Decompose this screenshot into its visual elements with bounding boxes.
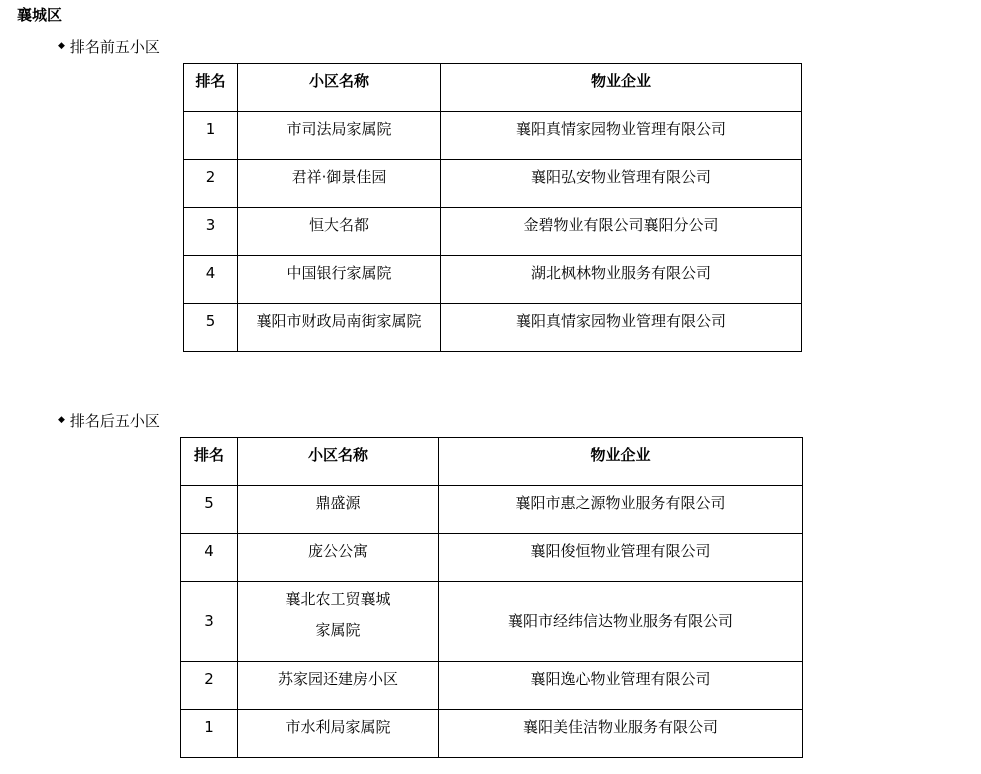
table-header-row xyxy=(181,438,803,486)
bottom-five-table xyxy=(180,437,803,758)
rank-cell: 4 xyxy=(184,256,238,304)
community-name-cell: 君祥·御景佳园 xyxy=(238,160,441,208)
table-header-row xyxy=(184,64,802,112)
company-cell: 襄阳俊恒物业管理有限公司 xyxy=(439,534,803,582)
table-row xyxy=(181,582,803,662)
table-row xyxy=(184,304,802,352)
community-name-cell: 中国银行家属院 xyxy=(238,256,441,304)
table-row xyxy=(181,534,803,582)
header-property-company: 物业企业 xyxy=(439,438,803,486)
diamond-bullet-icon: ◆ xyxy=(58,40,65,51)
rank-cell: 5 xyxy=(184,304,238,352)
rank-cell: 5 xyxy=(181,486,238,534)
bottom-section-label-text: 排名后五小区 xyxy=(69,412,160,430)
header-rank: 排名 xyxy=(181,438,238,486)
company-cell: 襄阳真情家园物业管理有限公司 xyxy=(441,304,802,352)
company-cell: 襄阳真情家园物业管理有限公司 xyxy=(441,112,802,160)
community-name-cell: 襄阳市财政局南街家属院 xyxy=(238,304,441,352)
diamond-bullet-icon: ◆ xyxy=(58,414,65,425)
company-cell: 湖北枫林物业服务有限公司 xyxy=(441,256,802,304)
community-name-cell: 市司法局家属院 xyxy=(238,112,441,160)
top-five-table xyxy=(183,63,802,352)
rank-cell: 1 xyxy=(181,710,238,758)
table-row xyxy=(184,256,802,304)
header-rank: 排名 xyxy=(184,64,238,112)
rank-cell: 2 xyxy=(184,160,238,208)
top-section-label xyxy=(58,37,160,58)
company-cell: 金碧物业有限公司襄阳分公司 xyxy=(441,208,802,256)
top-section-label-text: 排名前五小区 xyxy=(69,38,160,56)
company-cell: 襄阳市惠之源物业服务有限公司 xyxy=(439,486,803,534)
community-name-line-2: 家属院 xyxy=(315,621,361,639)
rank-cell: 2 xyxy=(181,662,238,710)
community-name-cell: 庞公公寓 xyxy=(238,534,439,582)
table-row xyxy=(181,662,803,710)
company-cell: 襄阳逸心物业管理有限公司 xyxy=(439,662,803,710)
rank-cell: 4 xyxy=(181,534,238,582)
community-name-cell: 苏家园还建房小区 xyxy=(238,662,439,710)
company-cell: 襄阳美佳洁物业服务有限公司 xyxy=(439,710,803,758)
community-name-cell: 恒大名都 xyxy=(238,208,441,256)
district-title: 襄城区 xyxy=(17,6,63,24)
table-row xyxy=(184,208,802,256)
table-row xyxy=(181,710,803,758)
header-community-name: 小区名称 xyxy=(238,64,441,112)
rank-cell: 3 xyxy=(181,582,238,662)
table-row xyxy=(181,486,803,534)
community-name-cell: 鼎盛源 xyxy=(238,486,439,534)
rank-cell: 3 xyxy=(184,208,238,256)
company-cell: 襄阳市经纬信达物业服务有限公司 xyxy=(439,582,803,662)
company-cell: 襄阳弘安物业管理有限公司 xyxy=(441,160,802,208)
community-name-cell xyxy=(238,582,439,662)
bottom-section-label xyxy=(58,411,160,432)
community-name-line-1: 襄北农工贸襄城 xyxy=(285,590,391,608)
table-row xyxy=(184,160,802,208)
header-community-name: 小区名称 xyxy=(238,438,439,486)
table-row xyxy=(184,112,802,160)
header-property-company: 物业企业 xyxy=(441,64,802,112)
rank-cell: 1 xyxy=(184,112,238,160)
community-name-cell: 市水利局家属院 xyxy=(238,710,439,758)
